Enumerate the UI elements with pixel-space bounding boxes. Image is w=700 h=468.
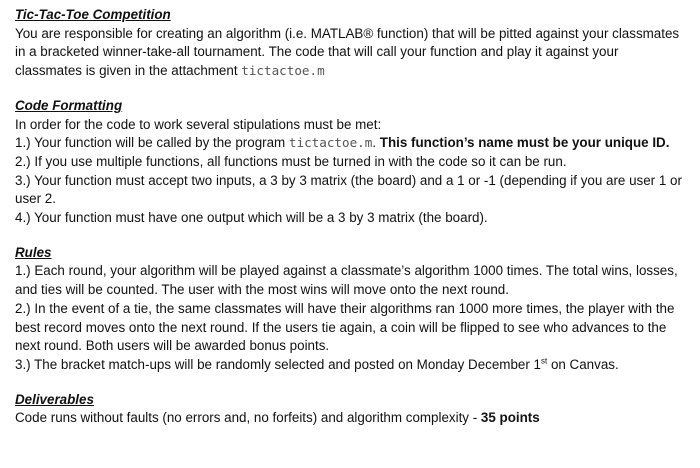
- code-formatting-section: [15, 97, 687, 228]
- intro-paragraph: [15, 25, 687, 81]
- code-formatting-heading: Code Formatting: [15, 97, 123, 113]
- code-formatting-item-4: 4.) Your function must have one output which will be a 3 by 3 matrix (the board).: [15, 210, 488, 226]
- deliverables-points: 35 points: [480, 410, 540, 426]
- rules-item-2: 2.) In the event of a tie, the same classmates will have their algorithms ran 1000 more times, the player with the best record moves onto the next round. If the users tie again, a coin will be flipped to see who advances to the next round. Both users will be awarded bonus points.: [15, 300, 675, 354]
- deliverables-line: [15, 409, 687, 428]
- code-formatting-item-2: 2.) If you use multiple functions, all functions must be turned in with the code so it can be run.: [15, 153, 567, 169]
- rules-item-3-end: on Canvas.: [547, 356, 619, 372]
- rules-item-3-text: 3.) The bracket match-ups will be randomly selected and posted on Monday December 1: [15, 356, 541, 372]
- item-1-period: .: [372, 135, 380, 151]
- document: [15, 6, 687, 428]
- rules-heading: Rules: [15, 244, 52, 260]
- item-1-filename: tictactoe.m: [288, 135, 373, 151]
- rules-item-1: 1.) Each round, your algorithm will be played against a classmate’s algorithm 1000 times. The total wins, losses, and ties will be counted. The user with the most wins will move onto the next round.: [15, 263, 678, 298]
- deliverables-section: [15, 391, 687, 428]
- code-formatting-item-3: 3.) Your function must accept two inputs, a 3 by 3 matrix (the board) and a 1 or -1 (depending if you are user 1 or user 2.: [15, 172, 682, 207]
- intro-text: You are responsible for creating an algorithm (i.e. MATLAB® function) that will be pitted against your classmates in a bracketed winner-take-all tournament. The code that will call your function and play it against your classmates is given in the attachment: [15, 25, 680, 79]
- intro-section: [15, 6, 687, 81]
- item-1-text: 1.) Your function will be called by the program: [15, 135, 289, 151]
- rules-item-3: [15, 356, 687, 375]
- code-formatting-lead: In order for the code to work several stipulations must be met:: [15, 116, 382, 132]
- deliverables-heading: Deliverables: [15, 391, 94, 407]
- rules-section: [15, 244, 687, 375]
- item-1-bold-note: This function’s name must be your unique ID.: [379, 135, 670, 151]
- ordinal-superscript: st: [540, 356, 548, 366]
- intro-heading: Tic-Tac-Toe Competition: [15, 7, 171, 22]
- deliverables-text: Code runs without faults (no errors and, no forfeits) and algorithm complexity -: [15, 410, 481, 426]
- code-formatting-item-1: [15, 134, 687, 153]
- attachment-filename: tictactoe.m: [241, 63, 325, 79]
